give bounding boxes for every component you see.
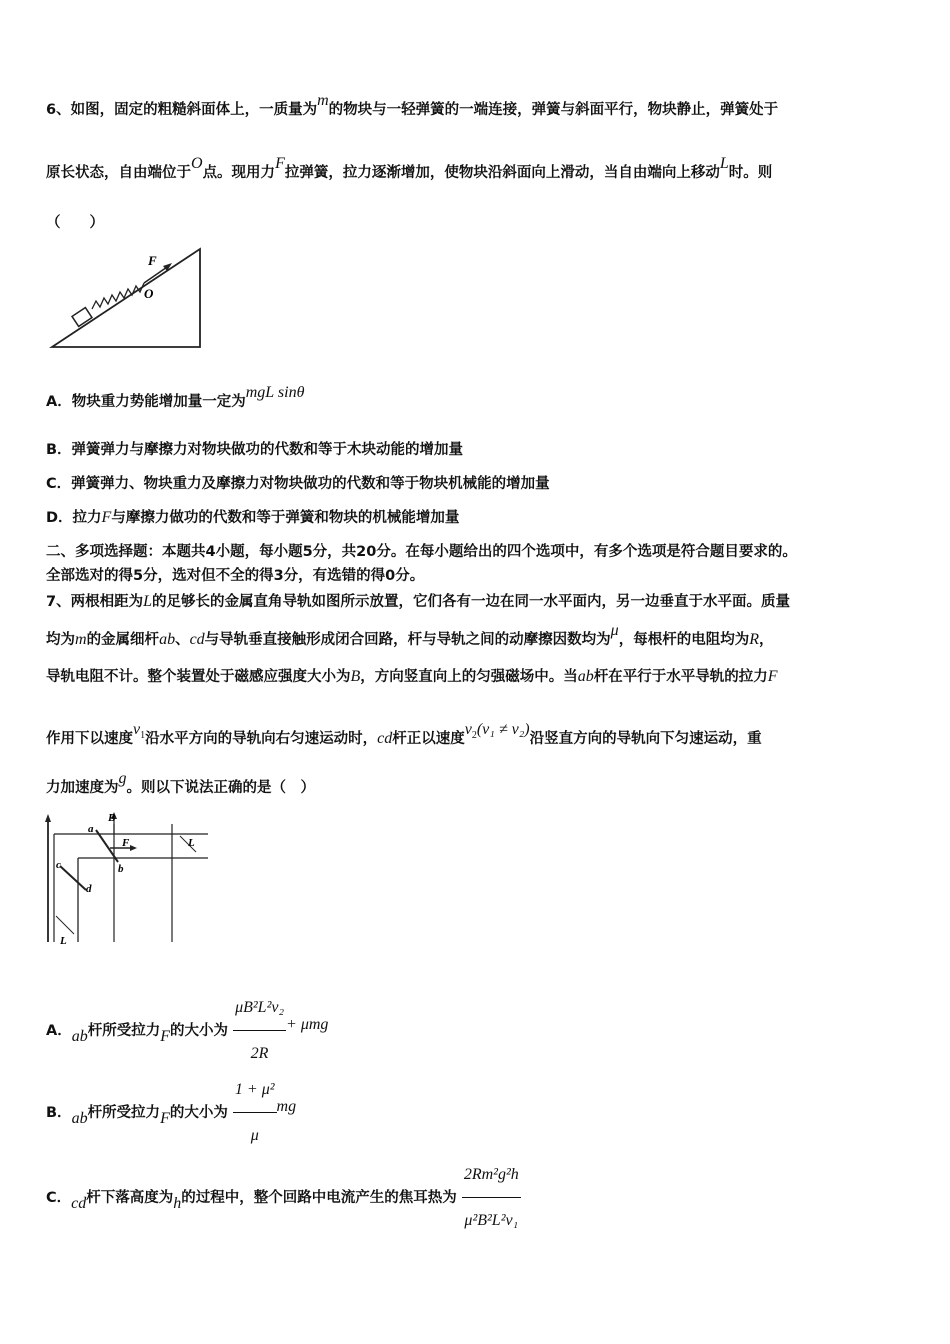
q6-answer-paren: （ ） <box>46 215 104 231</box>
rails-figure <box>40 810 212 950</box>
q7-text: 沿竖直方向的导轨向下匀速运动，重 <box>529 731 762 747</box>
force-F-symbol: F <box>767 668 778 685</box>
q6-option-d[interactable] <box>46 508 459 528</box>
q7-text: ，每根杆的电阻均为 <box>618 632 750 648</box>
option-b-numerator: 1 + μ² <box>233 1070 277 1113</box>
length-L-symbol: L <box>143 593 152 610</box>
option-c-label: C． <box>46 1190 72 1206</box>
up-arrowhead <box>45 814 51 822</box>
q7-line-5 <box>46 770 315 798</box>
q7-line-1 <box>46 592 790 612</box>
q7-text: 。则以下说法正确的是（ ） <box>126 780 315 796</box>
option-d-text: D．拉力 <box>46 510 102 526</box>
q7-text: 沿水平方向的导轨向右匀速运动时， <box>145 731 378 747</box>
q6-line-1 <box>46 92 779 120</box>
force-F-symbol: F <box>275 155 285 172</box>
rod-ab-symbol: ab <box>71 1110 88 1127</box>
rod-cd-symbol: cd <box>189 631 205 648</box>
q6-option-a[interactable] <box>46 384 305 412</box>
q7-line-3 <box>46 667 778 687</box>
q7-text: 7、两根相距为 <box>46 594 144 610</box>
q7-text: 力加速度为 <box>46 780 119 796</box>
height-h-symbol: h <box>173 1195 182 1212</box>
q6-text: 原长状态，自由端位于 <box>46 165 191 181</box>
q6-text: 拉弹簧，拉力逐渐增加，使物块沿斜面向上滑动，当自由端向上移动 <box>284 165 720 181</box>
gravity-g-symbol: g <box>118 770 127 787</box>
q7-text: 导轨电阻不计。整个装置处于磁感应强度大小为 <box>46 669 351 685</box>
option-b-tail: mg <box>276 1098 297 1115</box>
section-2-instructions-2: 全部选对的得5分，选对但不全的得3分，有选错的得0分。 <box>46 568 425 584</box>
option-c-fraction <box>462 1155 521 1241</box>
incline-triangle <box>52 249 200 347</box>
option-b-text: 的大小为 <box>169 1105 228 1121</box>
q7-line-4 <box>46 721 762 751</box>
q6-option-b[interactable]: B．弹簧弹力与摩擦力对物块做功的代数和等于木块动能的增加量 <box>46 442 464 458</box>
force-arrowhead <box>130 845 137 851</box>
q7-text: ，方向竖直向上的匀强磁场中。当 <box>360 669 578 685</box>
q6-text: 的物块与一轻弹簧的一端连接，弹簧与斜面平行，物块静止，弹簧处于 <box>328 102 779 118</box>
section-2-instructions-1: 二、多项选择题：本题共4小题，每小题5分，共20分。在每小题给出的四个选项中，有多个选项是符合题目要求的。 <box>46 544 797 560</box>
force-F-symbol: F <box>101 509 112 526</box>
q7-option-c[interactable] <box>46 1155 521 1241</box>
rod-cd-symbol: cd <box>71 1195 87 1212</box>
field-B-symbol: B <box>350 668 361 685</box>
option-a-fraction <box>233 988 286 1074</box>
q7-text: 与导轨垂直接触形成闭合回路，杆与导轨之间的动摩擦因数均为 <box>204 632 611 648</box>
spring <box>92 283 144 309</box>
q7-text: 杆在平行于水平导轨的拉力 <box>593 669 768 685</box>
rod-cd <box>60 866 86 890</box>
option-c-numerator: 2Rm²g²h <box>462 1155 521 1198</box>
q6-option-c[interactable]: C．弹簧弹力、物块重力及摩擦力对物块做功的代数和等于物块机械能的增加量 <box>46 476 550 492</box>
mass-symbol: m <box>75 631 87 648</box>
rod-ab-symbol: ab <box>71 1028 88 1045</box>
velocity-v2-subscript: 2 <box>471 730 477 741</box>
q7-option-a[interactable] <box>46 988 328 1074</box>
velocity-inequality: (v₁ ≠ v₂) <box>476 721 530 738</box>
q6-text: 时。则 <box>728 165 773 181</box>
point-O-symbol: O <box>191 155 203 172</box>
force-F-symbol: F <box>160 1028 171 1045</box>
length-L-symbol: L <box>719 155 729 172</box>
force-F-symbol: F <box>160 1110 170 1127</box>
figure-label-F: F <box>148 253 157 268</box>
block <box>72 308 92 327</box>
figure-label-F: F <box>122 837 130 849</box>
rod-ab-symbol: ab <box>159 631 176 648</box>
q7-text: ， <box>758 632 774 648</box>
option-a-expression: mgL sinθ <box>245 384 305 401</box>
figure-label-B: B <box>108 812 116 824</box>
rod-ab <box>96 830 118 862</box>
velocity-v1-subscript: 1 <box>140 730 146 741</box>
q6-text: 6、如图，固定的粗糙斜面体上，一质量为 <box>46 102 318 118</box>
option-a-numerator: μB²L²v₂ <box>233 988 286 1031</box>
figure-label-b: b <box>118 863 124 875</box>
q6-text: 点。现用力 <box>202 165 276 181</box>
velocity-v1-symbol: v <box>133 721 141 738</box>
option-d-text: 与摩擦力做功的代数和等于弹簧和物块的机械能增加量 <box>111 510 460 526</box>
figure-label-L-right: L <box>188 837 195 849</box>
q7-text: 作用下以速度 <box>46 731 133 747</box>
option-b-label: B． <box>46 1105 72 1121</box>
rod-ab-symbol: ab <box>577 668 594 685</box>
option-a-text: A．物块重力势能增加量一定为 <box>46 394 246 410</box>
q7-line-2 <box>46 622 774 650</box>
velocity-v2-symbol: v <box>464 721 472 738</box>
option-a-text: 杆所受拉力 <box>87 1023 161 1039</box>
q6-mass-symbol: m <box>317 92 329 109</box>
figure-label-c: c <box>56 859 61 871</box>
q7-text: 杆正以速度 <box>392 731 465 747</box>
option-b-text: 杆所受拉力 <box>87 1105 161 1121</box>
q7-text: 的金属细杆 <box>86 632 160 648</box>
option-c-text: 杆下落高度为 <box>86 1190 174 1206</box>
q7-option-b[interactable] <box>46 1070 296 1156</box>
length-marker-bottom <box>56 916 74 934</box>
figure-label-a: a <box>88 823 94 835</box>
option-a-label: A． <box>46 1023 72 1039</box>
q6-line-2 <box>46 155 773 183</box>
option-c-denominator: μ²B²L²v₁ <box>464 1212 519 1229</box>
option-c-text: 的过程中，整个回路中电流产生的焦耳热为 <box>181 1190 457 1206</box>
figure-label-L-bottom: L <box>60 935 67 947</box>
option-a-tail: + μmg <box>286 1016 329 1033</box>
mu-symbol: μ <box>610 622 619 639</box>
incline-figure <box>48 243 208 351</box>
rod-cd-symbol: cd <box>377 730 393 747</box>
q7-text: 均为 <box>46 632 75 648</box>
figure-label-d: d <box>86 883 92 895</box>
option-a-text: 的大小为 <box>170 1023 229 1039</box>
q7-text: 、 <box>175 632 190 648</box>
option-a-denominator: 2R <box>250 1045 269 1062</box>
q7-text: 的足够长的金属直角导轨如图所示放置，它们各有一边在同一水平面内，另一边垂直于水平面。质量 <box>152 594 790 610</box>
resistance-symbol: R <box>749 631 759 648</box>
option-b-denominator: μ <box>250 1127 259 1144</box>
option-b-fraction <box>233 1070 277 1156</box>
figure-label-O: O <box>144 286 154 301</box>
